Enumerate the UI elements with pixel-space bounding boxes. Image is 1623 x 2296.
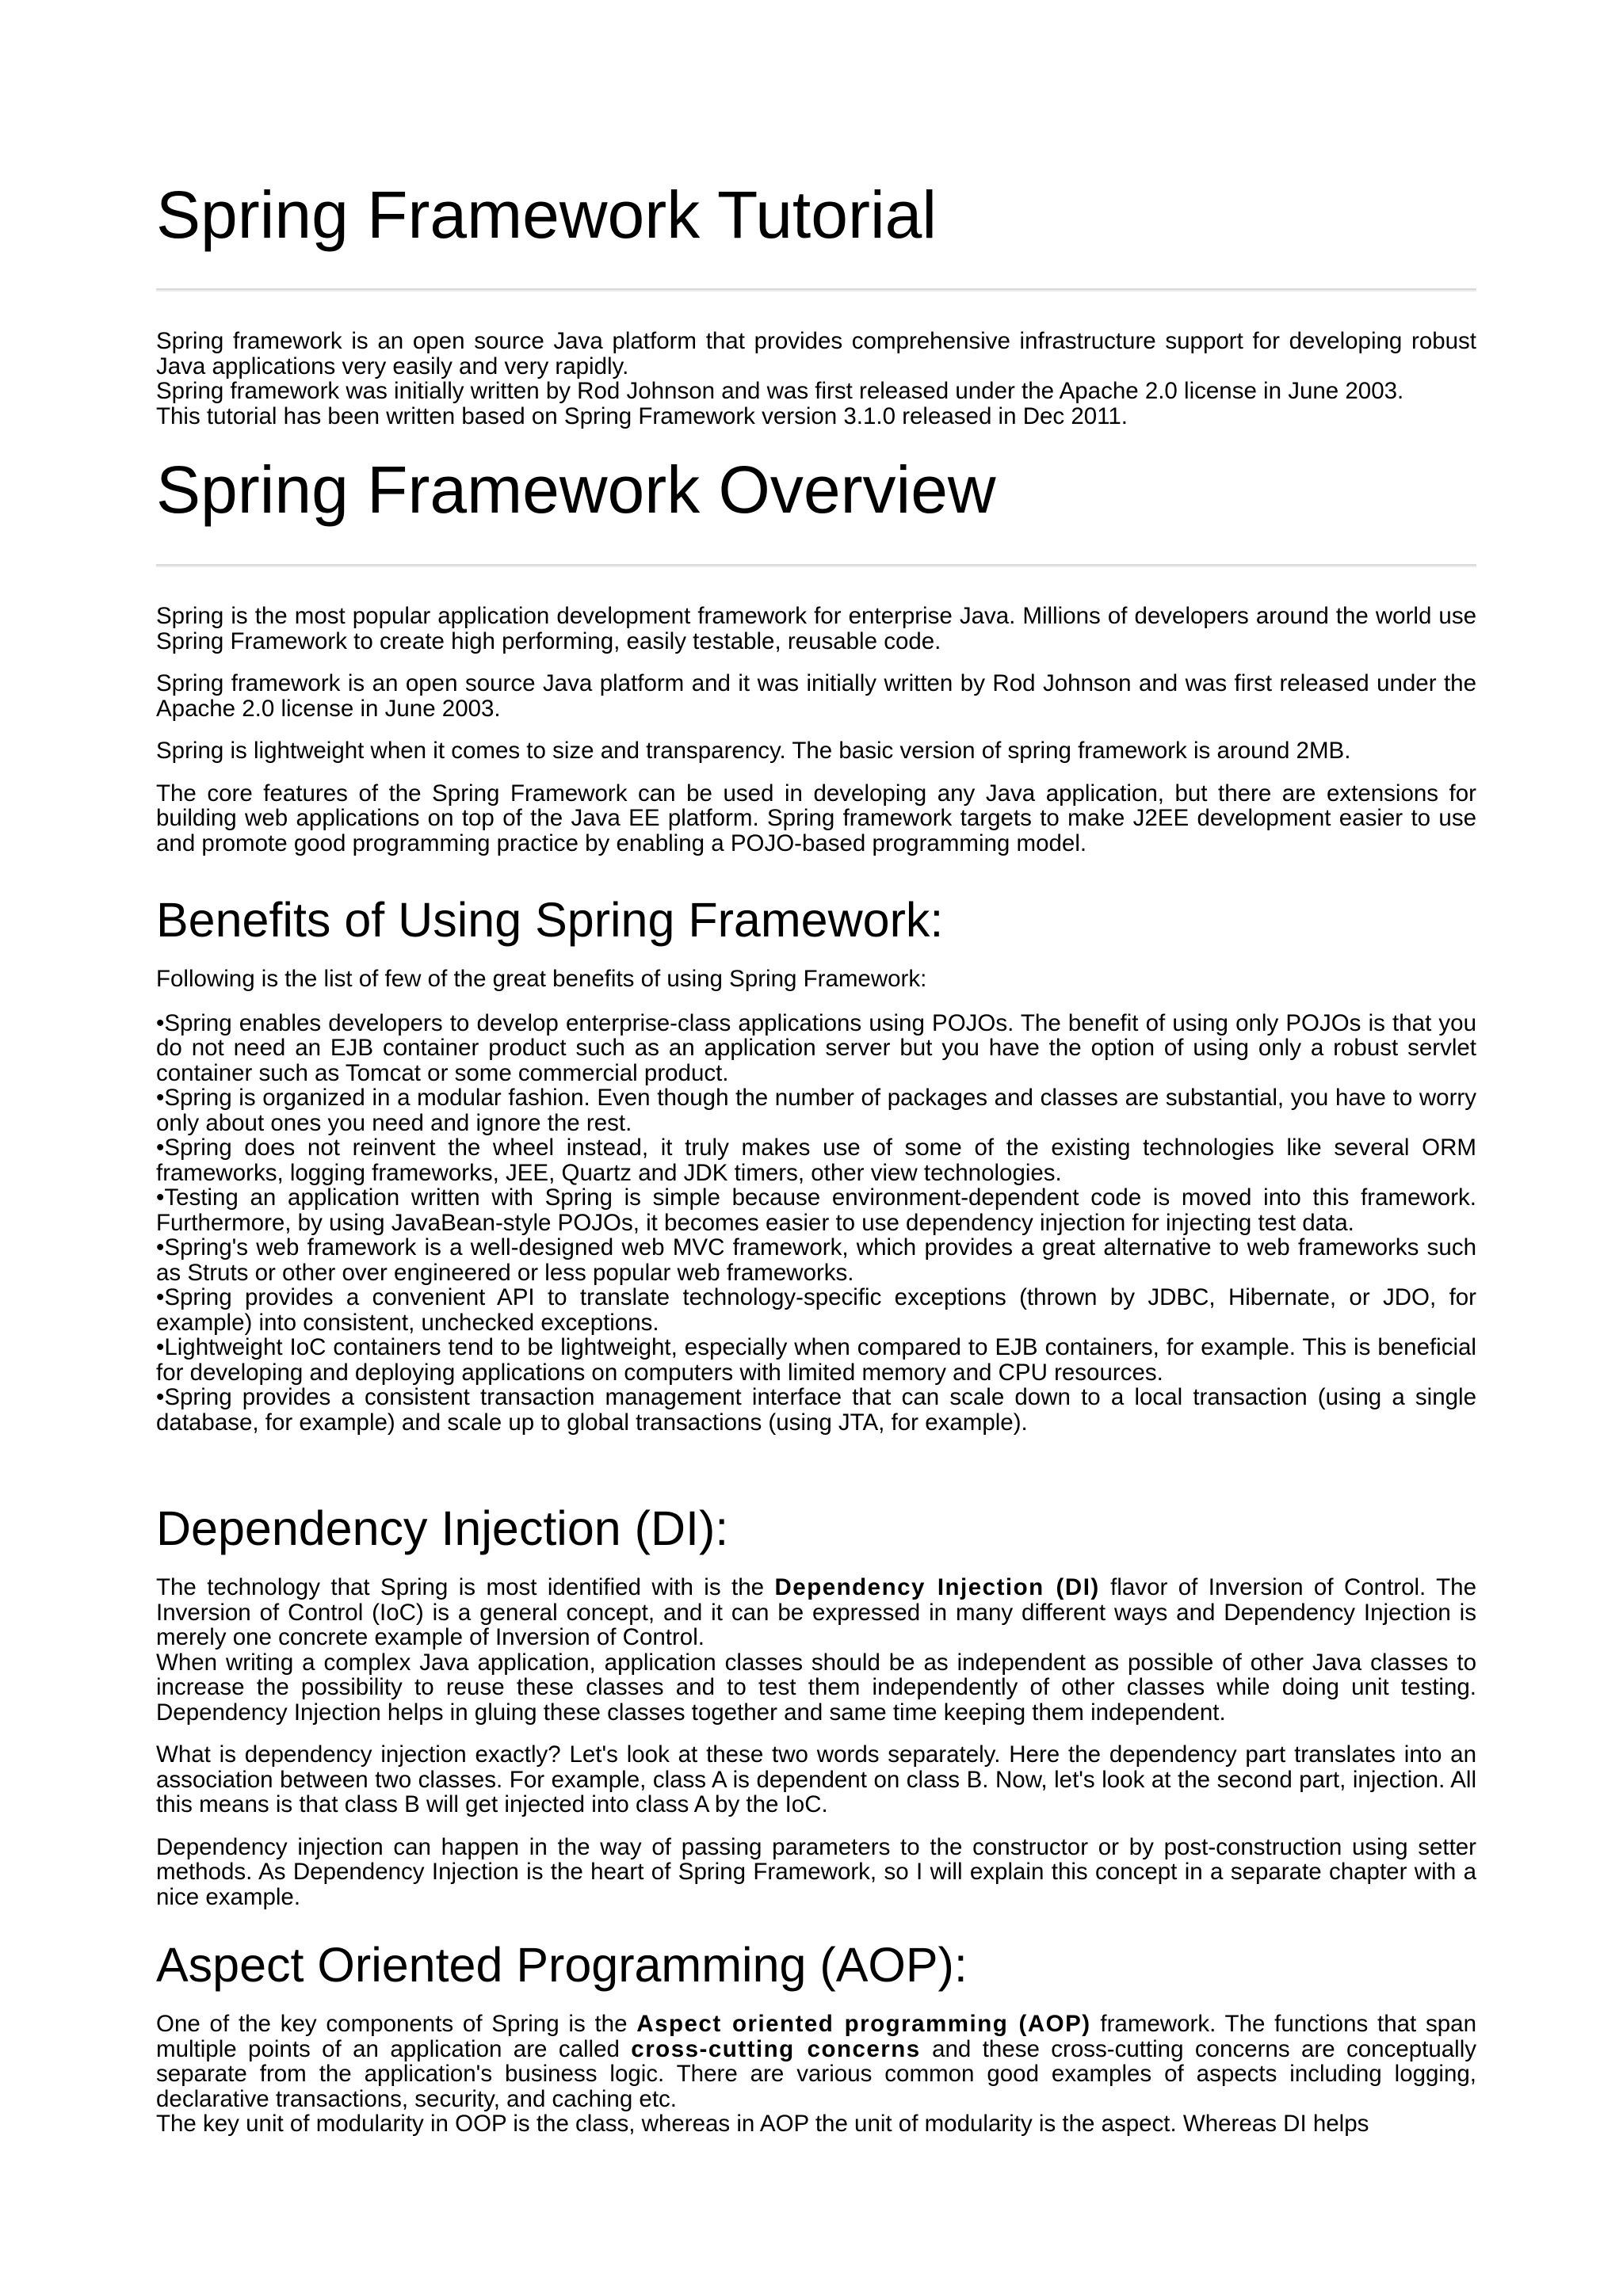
overview-paragraph-2: Spring framework is an open source Java platform and it was initially written by Rod Johnson and was first released under the Apache 2.0 license in June 2003. — [156, 670, 1476, 722]
page-title: Spring Framework Tutorial — [156, 177, 937, 252]
overview-title: Spring Framework Overview — [156, 452, 996, 527]
benefits-block — [156, 967, 1476, 1435]
di-block — [156, 1575, 1476, 1909]
aop-heading: Aspect Oriented Programming (AOP): — [156, 1938, 968, 1992]
aop-text-after: and these cross-cutting concerns are conceptually separate from the application's business logic. There are various common good examples of aspects including logging, declarative transactions, security, and caching etc. — [156, 2035, 1477, 2112]
list-item: •Spring enables developers to develop enterprise-class applications using POJOs. The benefit of using only POJOs is that you do not need an EJB container product such as an application server but you have the option of using only a robust servlet container such as Tomcat or some commercial product. — [156, 1009, 1476, 1086]
list-item: •Spring provides a consistent transaction management interface that can scale down to a local transaction (using a single database, for example) and scale up to global transactions (using JTA, for example). — [156, 1384, 1476, 1436]
aop-text-before: One of the key components of Spring is the — [156, 2011, 637, 2037]
aop-block — [156, 2012, 1476, 2137]
di-paragraph-2: What is dependency injection exactly? Let's look at these two words separately. Here the dependency part translates into an association between two classes. For example, class A is dependent on class B. Now, let's look at the second part, injection. All this means is that class B will get injected into class A by the IoC. — [156, 1741, 1476, 1817]
di-paragraph-3: Dependency injection can happen in the way of passing parameters to the constructor or by post-construction using setter methods. As Dependency Injection is the heart of Spring Framework, so I will explain this concept in a separate chapter with a nice example. — [156, 1833, 1476, 1910]
benefits-list — [156, 1011, 1476, 1436]
benefits-heading: Benefits of Using Spring Framework: — [156, 893, 944, 947]
di-term: Dependency Injection (DI) — [774, 1574, 1100, 1600]
aop-paragraph-1 — [156, 2012, 1476, 2111]
overview-block — [156, 604, 1476, 856]
di-text-after: flavor of Inversion of Control. The Inversion of Control (IoC) is a general concept, and it can be expressed in many different ways and Dependency Injection is merely one concrete example of Inversion of Control. — [156, 1574, 1476, 1650]
overview-divider — [156, 564, 1476, 567]
intro-paragraph-1: Spring framework is an open source Java platform that provides comprehensive infrastructure support for developing robust Java applications very easily and very rapidly. — [156, 328, 1476, 379]
di-paragraph-1 — [156, 1575, 1476, 1650]
cross-cutting-term: cross-cutting concerns — [631, 2035, 921, 2062]
list-item: •Spring is organized in a modular fashion. Even though the number of packages and classes are substantial, you have to worry only about ones you need and ignore the rest. — [156, 1085, 1476, 1136]
list-item: •Spring's web framework is a well-designed web MVC framework, which provides a great alternative to web frameworks such as Struts or other over engineered or less popular web frameworks. — [156, 1234, 1476, 1286]
list-item: •Spring provides a convenient API to translate technology-specific exceptions (thrown by JDBC, Hibernate, or JDO, for example) into consistent, unchecked exceptions. — [156, 1284, 1476, 1336]
intro-paragraph-3: This tutorial has been written based on Spring Framework version 3.1.0 released in Dec 2011. — [156, 402, 1128, 429]
overview-paragraph-3: Spring is lightweight when it comes to size and transparency. The basic version of spring framework is around 2MB. — [156, 738, 1351, 764]
di-text-before: The technology that Spring is most identified with is the — [156, 1574, 775, 1600]
list-item: •Testing an application written with Spring is simple because environment-dependent code is moved into this framework. Furthermore, by using JavaBean-style POJOs, it becomes easier to use dependency injection for injecting test data. — [156, 1184, 1476, 1236]
aop-term: Aspect oriented programming (AOP) — [636, 2011, 1091, 2037]
overview-paragraph-4: The core features of the Spring Framework can be used in developing any Java application, but there are extensions for building web applications on top of the Java EE platform. Spring framework targets to make J2EE development easier to use and promote good programming practice by enabling a POJO-based programming model. — [156, 780, 1476, 856]
di-paragraph-1b: When writing a complex Java application, application classes should be as independent as possible of other Java classes to increase the possibility to reuse these classes and to test them independently of other classes while doing unit testing. Dependency Injection helps in gluing these classes together and same time keeping them independent. — [156, 1649, 1476, 1726]
title-divider — [156, 288, 1476, 292]
list-item: •Spring does not reinvent the wheel instead, it truly makes use of some of the existing technologies like several ORM frameworks, logging frameworks, JEE, Quartz and JDK timers, other view technologies. — [156, 1135, 1476, 1186]
benefits-intro: Following is the list of few of the great benefits of using Spring Framework: — [156, 966, 927, 992]
intro-paragraph-2: Spring framework was initially written by Rod Johnson and was first released under the Apache 2.0 license in June 2003. — [156, 378, 1404, 404]
aop-text-mid: framework. The functions that span multiple points of an application are called — [156, 2011, 1476, 2062]
list-item: •Lightweight IoC containers tend to be lightweight, especially when compared to EJB containers, for example. This is beneficial for developing and deploying applications on computers with limited memory and CPU resources. — [156, 1334, 1476, 1386]
intro-block — [156, 329, 1476, 429]
di-heading: Dependency Injection (DI): — [156, 1501, 729, 1555]
aop-paragraph-2: The key unit of modularity in OOP is the class, whereas in AOP the unit of modularity is the aspect. Whereas DI helps — [156, 2111, 1369, 2137]
overview-paragraph-1: Spring is the most popular application development framework for enterprise Java. Millions of developers around the world use Spring Framework to create high performing, easily testable, reusable code. — [156, 603, 1476, 654]
